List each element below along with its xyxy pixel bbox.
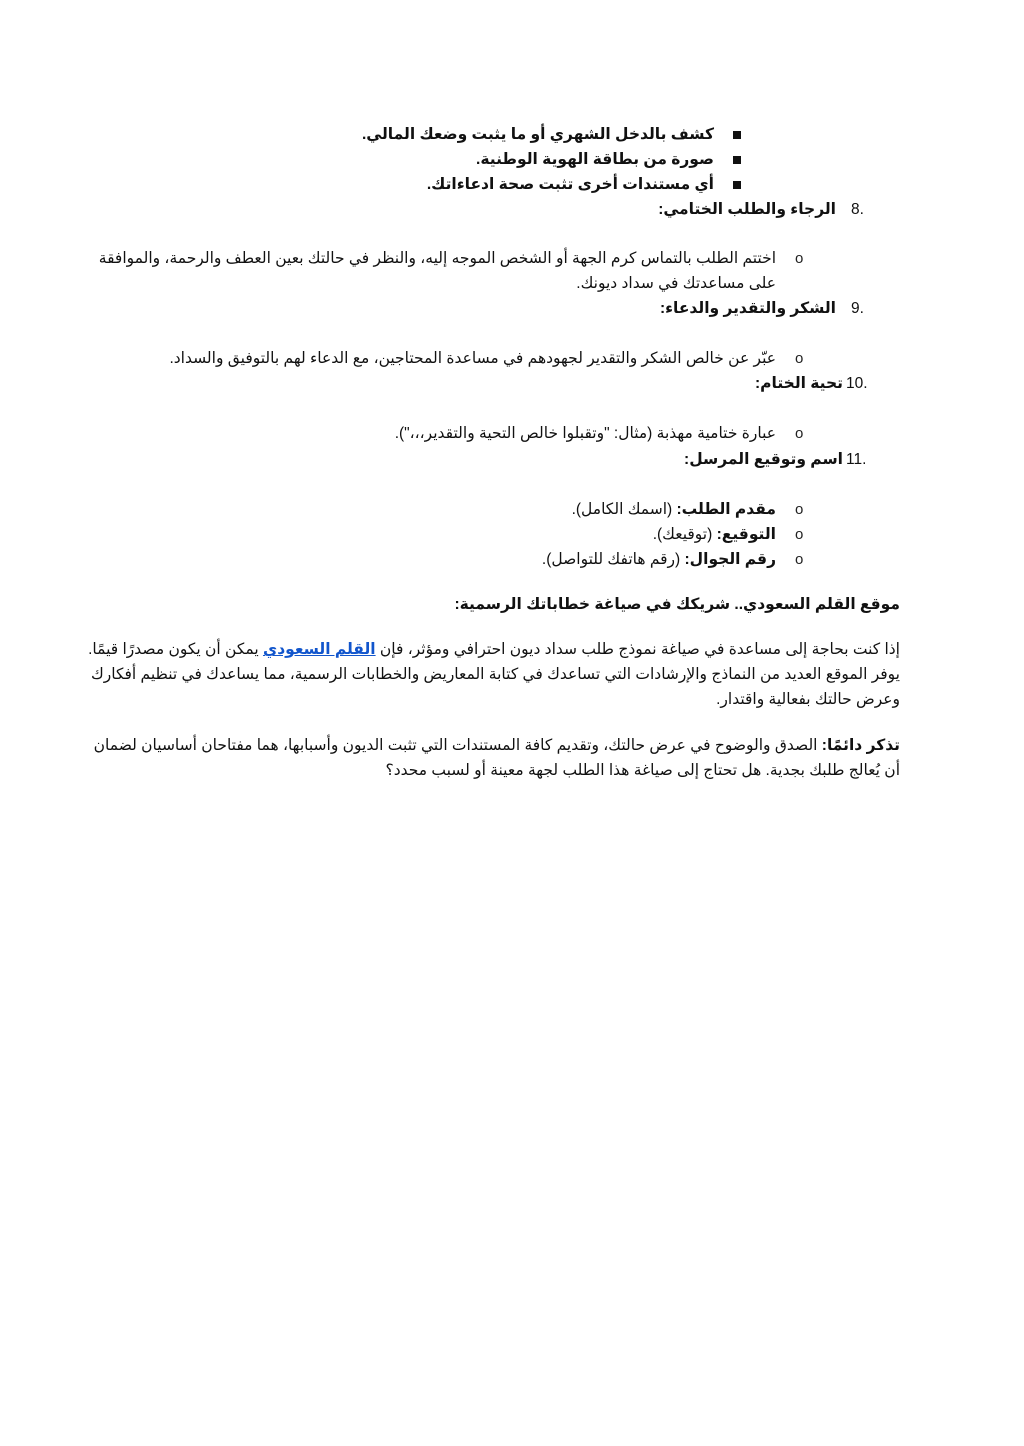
sender-field [542,549,776,571]
circle-bullet-icon: o [795,350,804,367]
sender-field-label: مقدم الطلب: [676,501,776,518]
sender-field-value: (رقم هاتفك للتواصل). [541,551,681,568]
square-bullet-icon [733,156,741,164]
square-bullet-icon [733,181,741,189]
documents-list-item: أي مستندات أخرى تثبت صحة ادعاءاتك. [426,176,714,193]
section-8-bullet-line-1: اختتم الطلب بالتماس كرم الجهة أو الشخص الموجه إليه، والنظر في حالتك بعين العطف والرحمة، والموافقة [98,250,776,267]
square-bullet-icon [733,131,741,139]
paragraph-2-line-1 [94,735,900,757]
paragraph-2-bold-lead: تذكر دائمًا: [821,737,900,754]
paragraph-1-text-before: إذا كنت بحاجة إلى مساعدة في صياغة نموذج طلب سداد ديون احترافي ومؤثر، فإن [379,641,900,658]
circle-bullet-icon: o [795,425,804,442]
section-10-bullet: عبارة ختامية مهذبة (مثال: "وتقبلوا خالص التحية والتقدير،،،"). [394,425,776,442]
section-number: 8. [851,201,864,218]
sender-field-label: التوقيع: [716,526,776,543]
sender-field-value: (توقيعك). [652,526,713,543]
documents-list-item: كشف بالدخل الشهري أو ما يثبت وضعك المالي. [362,126,714,143]
circle-bullet-icon: o [795,526,804,543]
paragraph-2-line-2: أن يُعالج طلبك بجدية. هل تحتاج إلى صياغة هذا الطلب لجهة معينة أو لسبب محدد؟ [385,762,900,779]
section-heading: الشكر والتقدير والدعاء: [659,300,836,317]
paragraph-1-line-3: وعرض حالتك بفعالية واقتدار. [716,691,900,708]
paragraph-2-text: الصدق والوضوح في عرض حالتك، وتقديم كافة المستندات التي تثبت الديون وأسبابها، هما مفتاحان أساسيان لضمان [93,737,818,754]
section-9-bullet: عبّر عن خالص الشكر والتقدير لجهودهم في مساعدة المحتاجين، مع الدعاء لهم بالتوفيق والسداد. [169,350,776,367]
paragraph-1-line-1 [88,639,900,661]
sender-field [653,524,776,546]
section-number: 11. [846,451,867,468]
section-heading: اسم وتوقيع المرسل: [684,451,843,468]
sender-field [572,499,776,521]
circle-bullet-icon: o [795,501,804,518]
circle-bullet-icon: o [795,551,804,568]
section-8-bullet-line-2: على مساعدتك في سداد ديونك. [576,275,776,292]
alqalam-alsaudi-link[interactable]: القلم السعودي [262,641,376,658]
sender-field-value: (اسمك الكامل). [571,501,673,518]
sender-field-label: رقم الجوال: [684,551,776,568]
partner-heading: موقع القلم السعودي.. شريكك في صياغة خطاباتك الرسمية: [454,596,900,613]
paragraph-1-line-2: يوفر الموقع العديد من النماذج والإرشادات التي تساعدك في كتابة المعاريض والخطابات الرسمية، مما يساعدك في تنظيم أفكارك [90,666,900,683]
documents-list-item: صورة من بطاقة الهوية الوطنية. [476,151,714,168]
paragraph-1-text-after: يمكن أن يكون مصدرًا قيمًا. [88,641,259,658]
section-number: 9. [851,300,864,317]
section-heading: تحية الختام: [755,375,843,392]
section-number: 10. [846,375,868,392]
section-heading: الرجاء والطلب الختامي: [658,201,836,218]
circle-bullet-icon: o [795,250,804,267]
